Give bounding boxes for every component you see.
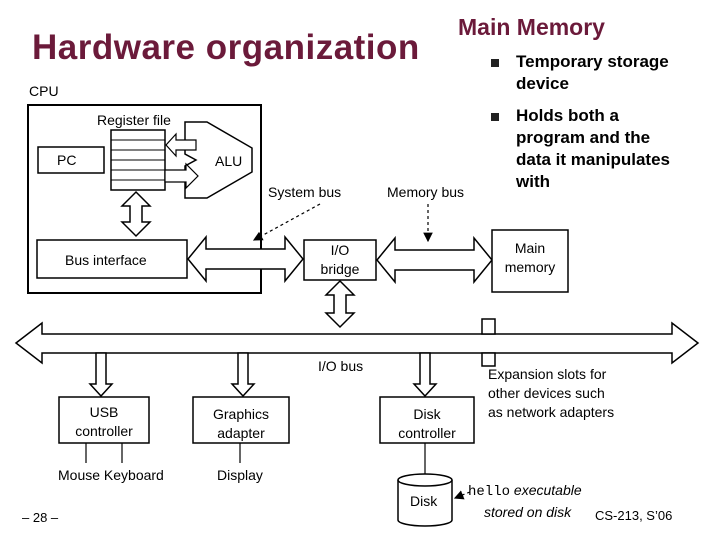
register-file-label: Register file bbox=[97, 112, 171, 128]
bullet-line: Holds both a bbox=[516, 106, 619, 125]
cpu-internal-bus-arrow bbox=[122, 192, 150, 236]
course-label: CS-213, S’06 bbox=[595, 508, 673, 523]
disk-label: Disk bbox=[410, 493, 438, 509]
memory-bus-arrow bbox=[377, 238, 492, 282]
hello-note-rest: executable bbox=[510, 482, 582, 498]
disk-controller-label bbox=[380, 405, 474, 443]
bullet-1 bbox=[516, 51, 669, 95]
usb-line: USB bbox=[89, 404, 119, 420]
disk-bus-drop bbox=[414, 353, 436, 396]
pc-label: PC bbox=[57, 152, 77, 168]
page-number: – 28 – bbox=[22, 510, 59, 525]
main-memory-line: memory bbox=[504, 259, 556, 275]
disk-controller-line: controller bbox=[398, 425, 456, 441]
expansion-line: Expansion slots for bbox=[488, 366, 607, 382]
hello-note bbox=[468, 480, 582, 522]
hello-note-line1 bbox=[468, 480, 582, 502]
usb-bus-drop bbox=[90, 353, 112, 396]
hello-note-line2: stored on disk bbox=[484, 504, 572, 520]
usb-line: controller bbox=[75, 423, 133, 439]
disk-controller-line: Disk bbox=[413, 406, 441, 422]
memory-bus-label: Memory bus bbox=[387, 184, 465, 200]
usb-controller-label bbox=[59, 403, 149, 441]
expansion-slots-label bbox=[488, 365, 614, 422]
bus-interface-label: Bus interface bbox=[65, 252, 147, 268]
graphics-adapter-label bbox=[193, 405, 289, 443]
io-bus bbox=[16, 323, 698, 363]
bullet-line: with bbox=[516, 172, 550, 191]
bullet-square-icon bbox=[491, 59, 499, 67]
bridge-to-iobus-arrow bbox=[326, 281, 354, 327]
hello-code: hello bbox=[468, 484, 511, 500]
bullet-line: data it manipulates bbox=[516, 150, 670, 169]
main-memory-label bbox=[492, 239, 568, 277]
alu-label: ALU bbox=[215, 153, 243, 169]
graphics-bus-drop bbox=[232, 353, 254, 396]
io-bridge-line: I/O bbox=[330, 242, 350, 258]
cpu-label: CPU bbox=[29, 83, 59, 99]
graphics-line: Graphics bbox=[212, 406, 270, 422]
register-file bbox=[111, 130, 165, 190]
bullet-2 bbox=[516, 105, 670, 193]
io-bus-label: I/O bus bbox=[318, 358, 364, 374]
bullet-line: Temporary storage bbox=[516, 52, 669, 71]
graphics-line: adapter bbox=[217, 425, 265, 441]
display-label: Display bbox=[217, 467, 263, 483]
bullet-line: device bbox=[516, 74, 569, 93]
system-bus-pointer bbox=[254, 204, 320, 240]
mouse-keyboard-label: Mouse Keyboard bbox=[58, 467, 164, 483]
system-bus-arrow bbox=[188, 237, 303, 281]
io-bridge-line: bridge bbox=[320, 261, 360, 277]
bullet-square-icon bbox=[491, 113, 499, 121]
expansion-line: other devices such bbox=[488, 385, 605, 401]
expansion-line: as network adapters bbox=[488, 404, 615, 420]
page-title: Hardware organization bbox=[32, 28, 420, 67]
system-bus-label: System bus bbox=[268, 184, 342, 200]
bullet-line: program and the bbox=[516, 128, 651, 147]
main-memory-line: Main bbox=[514, 240, 546, 256]
main-memory-heading: Main Memory bbox=[458, 14, 605, 40]
io-bridge-label bbox=[304, 241, 376, 279]
